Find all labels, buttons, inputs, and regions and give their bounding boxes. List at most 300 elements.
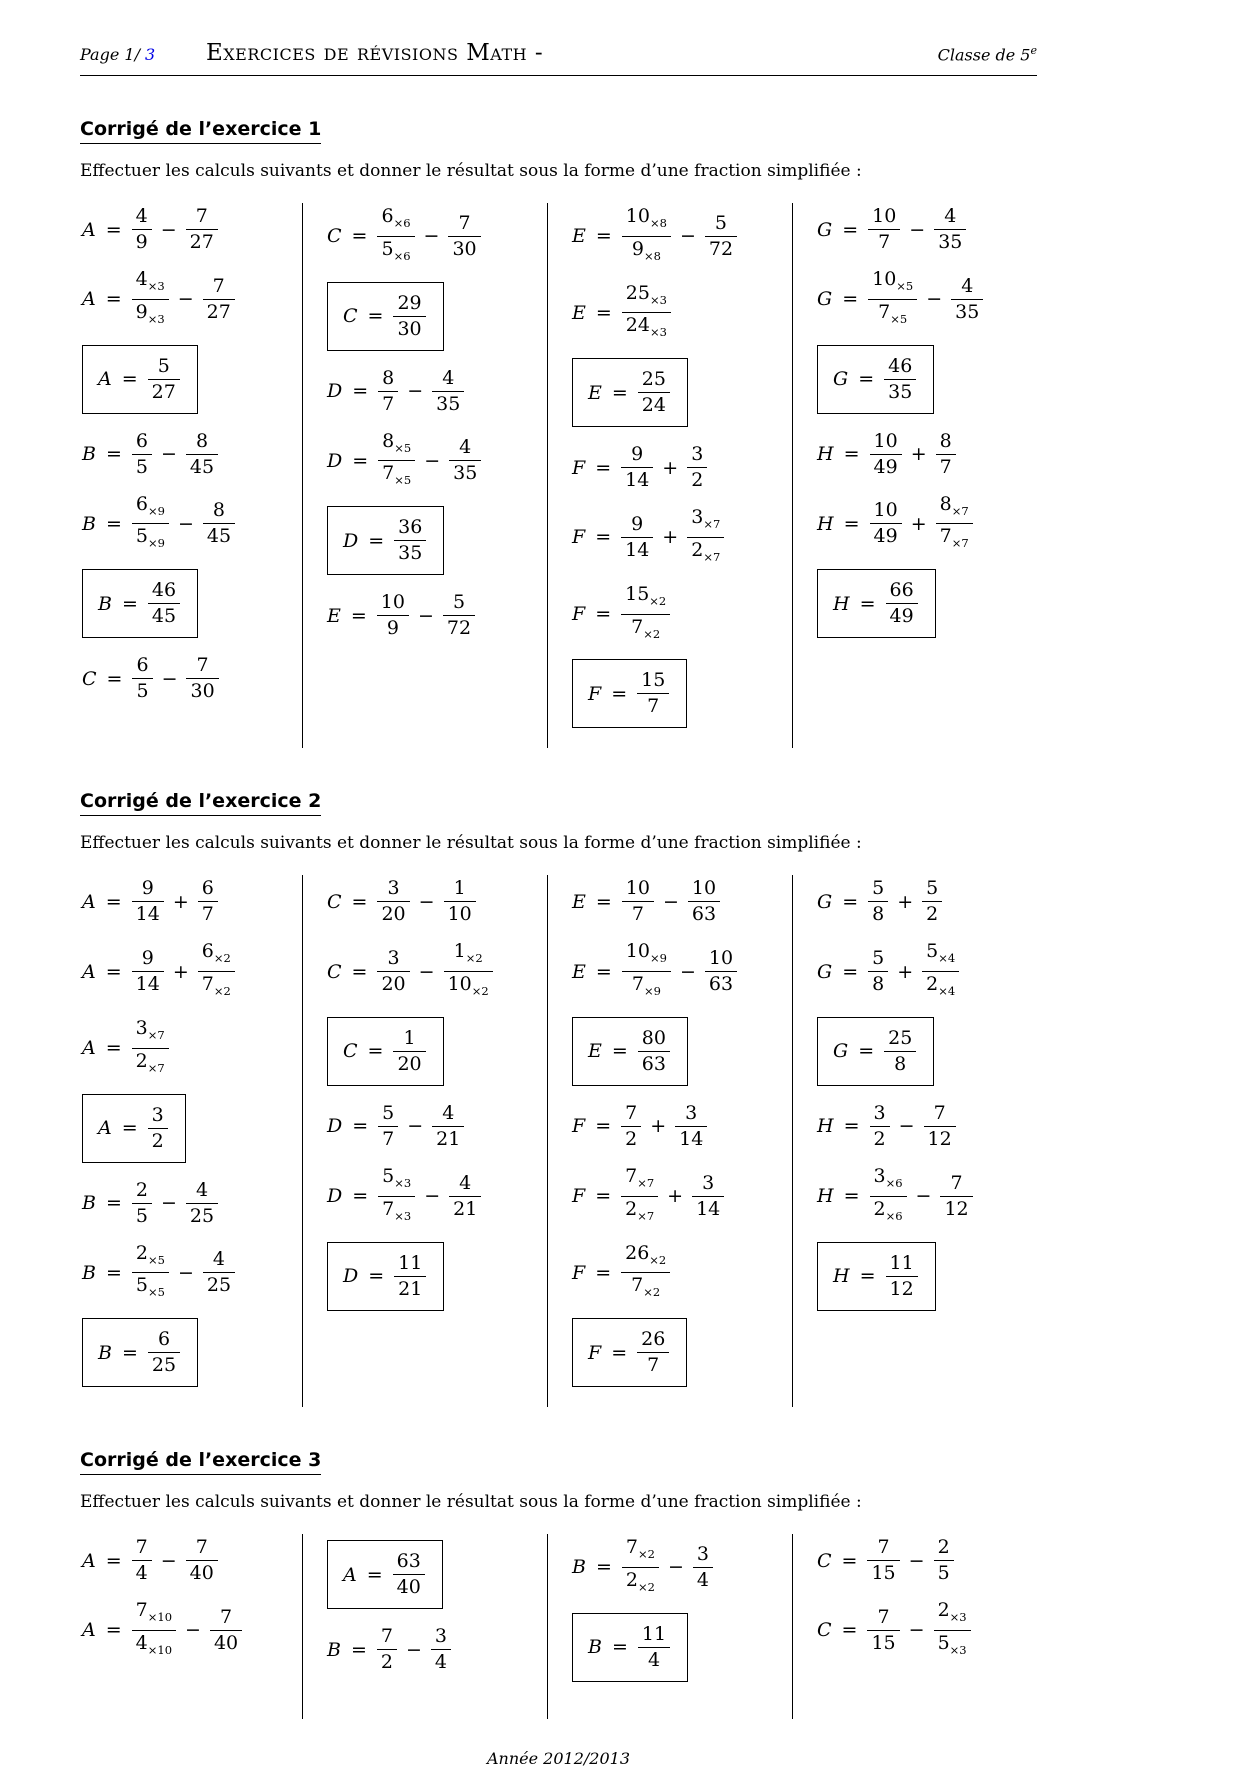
fraction xyxy=(148,579,180,628)
fraction-denominator: $7_{\times 7}$ xyxy=(939,525,969,551)
fraction-numerator: $5_{\times 3}$ xyxy=(378,1165,415,1197)
equation-line xyxy=(327,1625,539,1674)
exercise-intro: Effectuer les calculs suivants et donner le résultat sous la forme d’une fraction simplifiée : xyxy=(80,161,862,181)
fraction xyxy=(868,268,917,331)
fraction xyxy=(870,1165,907,1228)
fraction-denominator: 2 xyxy=(151,1129,164,1152)
exercise-column xyxy=(80,875,302,1407)
equals-sign: = xyxy=(351,225,368,248)
fraction-numerator: 4 xyxy=(186,1179,218,1204)
fraction-numerator: 6 xyxy=(198,877,218,902)
equation xyxy=(817,493,975,556)
operator: − xyxy=(898,1115,915,1138)
equals-sign: = xyxy=(842,960,859,983)
fraction-denominator: 7 xyxy=(631,903,644,926)
fraction xyxy=(377,591,409,640)
equals-sign: = xyxy=(350,1638,367,1661)
fraction-denominator: $9_{\times 8}$ xyxy=(631,237,661,263)
fraction-denominator: $2_{\times 7}$ xyxy=(691,538,721,564)
fraction-numerator: $3_{\times 7}$ xyxy=(687,506,724,538)
fraction-denominator: 9 xyxy=(386,617,399,640)
fraction xyxy=(148,1104,168,1153)
equation xyxy=(82,1536,220,1585)
exercise-intro: Effectuer les calculs suivants et donner le résultat sous la forme d’une fraction simplifiée : xyxy=(80,1492,862,1513)
equation-line xyxy=(82,1017,294,1080)
equation-line xyxy=(817,877,1029,926)
fraction xyxy=(934,1536,954,1585)
equals-sign: = xyxy=(842,218,859,241)
equation xyxy=(82,654,221,703)
operator: + xyxy=(910,443,927,466)
exercise-columns xyxy=(80,875,1037,1407)
fraction-denominator: 10 xyxy=(447,903,472,926)
fraction-numerator: 10 xyxy=(688,877,720,902)
fraction xyxy=(132,654,152,703)
equation-line xyxy=(82,877,294,926)
fraction-denominator: 35 xyxy=(888,380,913,403)
fraction-denominator: $5_{\times 9}$ xyxy=(135,525,165,551)
multiplier-subscript: ×2 xyxy=(643,1285,661,1300)
equation xyxy=(572,506,726,569)
fraction-numerator: 7 xyxy=(186,205,218,230)
equation-line xyxy=(327,205,539,268)
equals-sign: = xyxy=(611,1341,628,1364)
multiplier-subscript: ×10 xyxy=(147,1609,173,1624)
operator: − xyxy=(679,225,696,248)
equals-sign: = xyxy=(611,381,628,404)
fraction-numerator: $26_{\times 2}$ xyxy=(621,1242,670,1274)
fraction xyxy=(870,430,902,479)
operator: − xyxy=(423,225,440,248)
fraction-denominator: $2_{\times 6}$ xyxy=(873,1197,903,1223)
equation-variable: B xyxy=(588,1636,602,1659)
equation-variable: H xyxy=(817,1115,834,1138)
operator: − xyxy=(407,380,424,403)
equation-variable: G xyxy=(833,368,849,391)
fraction-numerator: 9 xyxy=(621,513,653,538)
fraction xyxy=(132,430,152,479)
fraction-numerator: 7 xyxy=(621,1102,641,1127)
operator: − xyxy=(418,960,435,983)
fraction-numerator: 1 xyxy=(444,877,476,902)
exercise-column xyxy=(302,203,547,748)
fraction-numerator: 7 xyxy=(186,654,218,679)
equation-variable: F xyxy=(572,1115,586,1138)
multiplier-subscript: ×8 xyxy=(643,248,661,263)
fraction xyxy=(203,499,235,548)
fraction-denominator: 25 xyxy=(189,1204,215,1227)
fraction-numerator: $1_{\times 2}$ xyxy=(444,940,493,972)
operator: − xyxy=(407,1115,424,1138)
fraction-numerator: 7 xyxy=(940,1172,972,1197)
multiplier-subscript: ×2 xyxy=(649,1252,667,1267)
fraction-denominator: 20 xyxy=(381,903,406,926)
fraction xyxy=(186,1179,218,1228)
fraction xyxy=(132,1599,176,1662)
equation-variable: F xyxy=(588,682,602,705)
equals-sign: = xyxy=(105,443,122,466)
operator: − xyxy=(908,1619,925,1642)
equation-variable: G xyxy=(817,218,833,241)
equation-variable: A xyxy=(98,368,112,391)
equation-line xyxy=(82,1599,294,1662)
fraction-numerator: $5_{\times 4}$ xyxy=(922,940,959,972)
equation-line xyxy=(572,877,784,926)
fraction-denominator: $7_{\times 2}$ xyxy=(631,1274,661,1300)
equation-line xyxy=(82,940,294,1003)
fraction-denominator: $2_{\times 4}$ xyxy=(926,973,956,998)
equation-variable: A xyxy=(82,1549,96,1572)
fraction-denominator: 14 xyxy=(696,1197,721,1220)
equation xyxy=(572,877,722,926)
exercise-column xyxy=(792,1534,1037,1719)
equation-variable: A xyxy=(82,1037,96,1060)
fraction-denominator: 45 xyxy=(151,605,177,628)
equals-sign: = xyxy=(843,443,860,466)
equation xyxy=(817,205,968,254)
fraction xyxy=(675,1102,707,1151)
operator: − xyxy=(915,1185,932,1208)
fraction-numerator: $7_{\times 10}$ xyxy=(132,1599,176,1631)
fraction xyxy=(431,1625,451,1674)
fraction-numerator: 7 xyxy=(867,1606,899,1631)
fraction-denominator: 35 xyxy=(398,542,423,565)
equals-sign: = xyxy=(121,1117,138,1140)
fraction-denominator: 72 xyxy=(446,617,472,640)
equation-line xyxy=(817,569,1029,638)
multiplier-subscript: ×6 xyxy=(393,248,411,263)
fraction-numerator: 7 xyxy=(203,275,235,300)
equals-sign: = xyxy=(368,1265,385,1288)
equation-variable: H xyxy=(817,1185,834,1208)
fraction xyxy=(936,430,956,479)
equation xyxy=(817,1599,973,1662)
page-number xyxy=(80,45,206,64)
equation xyxy=(327,367,466,416)
fraction xyxy=(868,947,888,996)
equation-line xyxy=(572,1536,784,1599)
boxed-result-equation xyxy=(572,1613,688,1682)
fraction-numerator: $6_{\times 9}$ xyxy=(132,493,169,525)
fraction-denominator: 21 xyxy=(436,1127,461,1150)
fraction-denominator: 35 xyxy=(453,462,478,485)
equation-line xyxy=(817,1165,1029,1228)
fraction-numerator: 36 xyxy=(394,516,426,541)
operator: − xyxy=(160,443,177,466)
equation-line xyxy=(327,282,539,351)
equals-sign: = xyxy=(859,592,876,615)
boxed-result-equation xyxy=(817,569,936,638)
multiplier-subscript: ×4 xyxy=(938,983,956,998)
document-title: Exercices de révisions Math - xyxy=(206,40,544,66)
fraction-numerator: 3 xyxy=(693,1543,713,1568)
fraction-denominator: 8 xyxy=(872,973,885,996)
equation-variable: F xyxy=(572,526,586,549)
equation-variable: B xyxy=(82,512,96,535)
fraction-numerator: 5 xyxy=(443,591,475,616)
fraction xyxy=(692,1172,724,1221)
fraction-denominator: $7_{\times 9}$ xyxy=(631,973,661,998)
fraction-denominator: $5_{\times 3}$ xyxy=(937,1631,967,1657)
equation-variable: C xyxy=(817,1619,832,1642)
operator: − xyxy=(679,960,696,983)
equation xyxy=(327,1165,483,1228)
fraction-denominator: 14 xyxy=(625,469,650,492)
exercise-column xyxy=(792,875,1037,1407)
fraction-numerator: 4 xyxy=(951,275,983,300)
fraction xyxy=(936,493,973,556)
equation-variable: A xyxy=(98,1117,112,1140)
multiplier-subscript: ×9 xyxy=(147,503,165,518)
fraction xyxy=(922,940,959,1003)
equation-line xyxy=(572,282,784,345)
multiplier-subscript: ×2 xyxy=(471,983,489,998)
equation-line xyxy=(817,268,1029,331)
equation xyxy=(817,1165,975,1228)
multiplier-subscript: ×5 xyxy=(147,1285,165,1300)
fraction-denominator: 63 xyxy=(691,903,717,926)
fraction-numerator: $15_{\times 2}$ xyxy=(621,583,670,615)
fraction xyxy=(186,205,218,254)
fraction xyxy=(132,947,164,996)
fraction xyxy=(148,1328,180,1377)
fraction-denominator: 49 xyxy=(873,455,898,478)
fraction-denominator: $2_{\times 7}$ xyxy=(625,1197,655,1223)
exercise-columns xyxy=(80,203,1037,748)
equation xyxy=(817,430,958,479)
fraction-denominator: 35 xyxy=(955,300,980,323)
operator: + xyxy=(897,960,914,983)
equation-variable: A xyxy=(82,1619,96,1642)
fraction-numerator: 10 xyxy=(870,499,902,524)
fraction-denominator: $5_{\times 6}$ xyxy=(381,237,411,263)
fraction-denominator: 8 xyxy=(894,1052,907,1075)
fraction-denominator: $7_{\times 5}$ xyxy=(382,462,412,488)
fraction xyxy=(622,282,671,345)
multiplier-subscript: ×3 xyxy=(394,1175,412,1190)
operator: − xyxy=(160,1549,177,1572)
fraction-numerator: 3 xyxy=(377,947,409,972)
exercise-title: Corrigé de l’exercice 3 xyxy=(80,1449,321,1475)
fraction xyxy=(432,1102,464,1151)
fraction-numerator: 29 xyxy=(393,292,425,317)
equation-line xyxy=(572,506,784,569)
fraction xyxy=(394,1252,426,1301)
multiplier-subscript: ×2 xyxy=(213,951,231,966)
fraction xyxy=(886,579,918,628)
fraction xyxy=(377,205,414,268)
equation-line xyxy=(327,1540,539,1609)
equation-variable: D xyxy=(327,1115,343,1138)
fraction-numerator: 26 xyxy=(637,1328,669,1353)
boxed-result-equation xyxy=(82,1318,198,1387)
fraction xyxy=(621,513,653,562)
exercise-section-3 xyxy=(80,1449,1037,1719)
equals-sign: = xyxy=(121,368,138,391)
exercise-column xyxy=(302,875,547,1407)
equation-line xyxy=(817,1242,1029,1311)
equals-sign: = xyxy=(595,1556,612,1579)
equation-variable: D xyxy=(327,1185,343,1208)
equation-line xyxy=(327,940,539,1003)
fraction-denominator: 63 xyxy=(641,1052,666,1075)
fraction-denominator: 30 xyxy=(397,317,422,340)
class-label xyxy=(938,44,1037,64)
fraction-numerator: 8 xyxy=(936,430,956,455)
equals-sign: = xyxy=(859,1265,876,1288)
multiplier-subscript: ×2 xyxy=(637,1579,655,1594)
equation-variable: D xyxy=(343,529,359,552)
equation-variable: E xyxy=(572,960,586,983)
fraction-numerator: $2_{\times 5}$ xyxy=(132,1242,169,1274)
fraction-numerator: 7 xyxy=(867,1536,899,1561)
fraction-denominator: $2_{\times 7}$ xyxy=(135,1049,165,1075)
fraction-denominator: 25 xyxy=(206,1274,232,1297)
equals-sign: = xyxy=(121,592,138,615)
fraction xyxy=(638,1623,670,1672)
exercise-title: Corrigé de l’exercice 1 xyxy=(80,118,321,144)
equation-line xyxy=(572,443,784,492)
operator: − xyxy=(161,667,178,690)
equals-sign: = xyxy=(105,1619,122,1642)
equation xyxy=(572,282,673,345)
equation-line xyxy=(82,493,294,556)
equation-variable: B xyxy=(82,1261,96,1284)
equals-sign: = xyxy=(595,1185,612,1208)
equals-sign: = xyxy=(105,288,122,311)
class-label-superscript: e xyxy=(1030,43,1037,57)
equals-sign: = xyxy=(595,225,612,248)
equation-variable: F xyxy=(572,1185,586,1208)
equation-variable: H xyxy=(833,592,850,615)
multiplier-subscript: ×3 xyxy=(147,311,165,326)
fraction-denominator: 21 xyxy=(453,1197,478,1220)
equation xyxy=(327,430,483,493)
fraction-denominator: 7 xyxy=(382,1127,395,1150)
equals-sign: = xyxy=(352,1115,369,1138)
fraction-numerator: 1 xyxy=(393,1027,425,1052)
fraction-denominator: 24 xyxy=(641,394,666,417)
equation-variable: C xyxy=(327,890,342,913)
fraction xyxy=(886,1252,918,1301)
fraction-denominator: 25 xyxy=(151,1354,177,1377)
multiplier-subscript: ×2 xyxy=(649,593,667,608)
operator: − xyxy=(926,288,943,311)
equation-line xyxy=(572,583,784,646)
equation-line xyxy=(327,430,539,493)
boxed-result-equation xyxy=(572,1318,687,1387)
fraction-denominator: 7 xyxy=(939,455,952,478)
fraction-numerator: $3_{\times 7}$ xyxy=(132,1017,169,1049)
boxed-result-equation xyxy=(327,282,444,351)
operator: − xyxy=(662,890,679,913)
equation-line xyxy=(817,430,1029,479)
fraction-denominator: 27 xyxy=(189,231,214,253)
fraction xyxy=(203,1248,235,1297)
multiplier-subscript: ×5 xyxy=(394,473,412,488)
equation-variable: F xyxy=(572,456,586,479)
equals-sign: = xyxy=(843,1185,860,1208)
multiplier-subscript: ×2 xyxy=(637,1546,655,1561)
fraction-numerator: $7_{\times 2}$ xyxy=(622,1536,659,1568)
fraction-numerator: 6 xyxy=(148,1328,180,1353)
equation-variable: G xyxy=(817,960,833,983)
fraction xyxy=(687,443,707,492)
equation-line xyxy=(572,1613,784,1682)
equation-variable: G xyxy=(817,890,833,913)
equals-sign: = xyxy=(367,305,384,328)
fraction xyxy=(148,355,180,404)
equals-sign: = xyxy=(106,667,123,690)
fraction xyxy=(693,1543,713,1592)
fraction-numerator: $10_{\times 9}$ xyxy=(622,940,671,972)
equation-variable: B xyxy=(98,1341,112,1364)
fraction-denominator: 12 xyxy=(927,1127,952,1150)
fraction-numerator: 46 xyxy=(148,579,180,604)
equation-variable: E xyxy=(327,604,341,627)
fraction-numerator: 9 xyxy=(621,443,653,468)
fraction-numerator: 5 xyxy=(378,1102,398,1127)
fraction-numerator: 11 xyxy=(394,1252,426,1277)
equation-line xyxy=(327,1242,539,1311)
exercise-title: Corrigé de l’exercice 2 xyxy=(80,790,321,816)
equation-variable: F xyxy=(572,603,586,626)
exercise-intro: Effectuer les calculs suivants et donner le résultat sous la forme d’une fraction simplifiée : xyxy=(80,833,862,854)
multiplier-subscript: ×2 xyxy=(465,951,483,966)
equation-line xyxy=(572,1102,784,1151)
fraction-denominator: 15 xyxy=(871,1562,896,1585)
fraction-numerator: 5 xyxy=(868,947,888,972)
equation xyxy=(327,877,478,926)
fraction-numerator: 6 xyxy=(132,654,152,679)
equation-line xyxy=(327,367,539,416)
equation-line xyxy=(82,345,294,414)
boxed-result-equation xyxy=(327,1540,443,1609)
fraction-numerator: $10_{\times 8}$ xyxy=(622,205,671,237)
equals-sign: = xyxy=(105,890,122,913)
operator: − xyxy=(908,1549,925,1572)
operator: − xyxy=(177,288,194,311)
boxed-result-equation xyxy=(572,659,687,728)
operator: + xyxy=(667,1185,684,1208)
equation-line xyxy=(82,1536,294,1585)
multiplier-subscript: ×5 xyxy=(147,1252,165,1267)
fraction-denominator: 30 xyxy=(452,237,477,260)
operator: + xyxy=(662,456,679,479)
fraction-numerator: $10_{\times 5}$ xyxy=(868,268,917,300)
equation-line xyxy=(817,1599,1029,1662)
equation xyxy=(817,1102,958,1151)
fraction-numerator: 7 xyxy=(448,212,480,237)
fraction xyxy=(637,669,669,718)
equation xyxy=(82,430,220,479)
fraction-numerator: 3 xyxy=(377,877,409,902)
multiplier-subscript: ×7 xyxy=(637,1175,655,1190)
fraction-denominator: 7 xyxy=(647,695,660,718)
equation-variable: D xyxy=(327,380,343,403)
equation xyxy=(82,1599,244,1662)
equation-line xyxy=(82,654,294,703)
equation-line xyxy=(327,877,539,926)
equals-sign: = xyxy=(352,449,369,472)
equation-variable: B xyxy=(98,592,112,615)
fraction xyxy=(638,368,670,417)
fraction xyxy=(377,947,409,996)
multiplier-subscript: ×6 xyxy=(885,1208,903,1223)
fraction-numerator: $25_{\times 3}$ xyxy=(622,282,671,314)
fraction-denominator: 4 xyxy=(696,1568,709,1591)
page-header xyxy=(80,40,1037,76)
